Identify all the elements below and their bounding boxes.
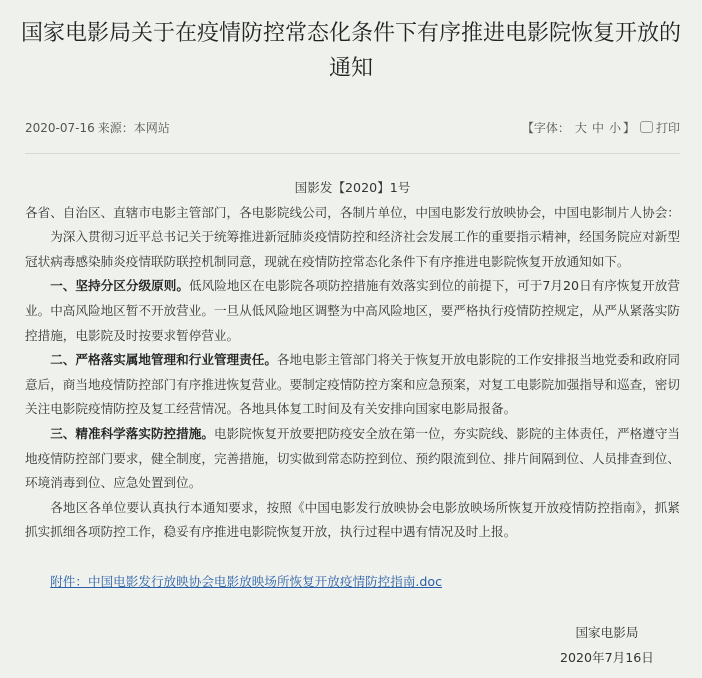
section-heading: 三、精准科学落实防控措施。 (50, 425, 214, 441)
source: 来源：本网站 (97, 121, 170, 135)
article-body (25, 176, 680, 594)
section-heading: 二、严格落实属地管理和行业管理责任。 (50, 352, 277, 368)
font-medium-link[interactable]: 中 (591, 121, 604, 135)
font-large-link[interactable]: 大 (574, 121, 587, 135)
font-small-link[interactable]: 小 (608, 121, 621, 135)
print-link[interactable]: 打印 (655, 121, 680, 135)
section-text: 电影院恢复开放要把防疫安全放在第一位，夯实院线、影院的主体责任，严格遵守当地疫情防控部门要求，健全制度，完善措施，切实做到常态防控到位、预约限流到位、排片间隔到位、人员排查到位、环境消毒到位、应急处置到位。 (25, 425, 681, 491)
intro-paragraph: 为深入贯彻习近平总书记关于统筹推进新冠肺炎疫情防控和经济社会发展工作的重要指示精神，经国务院应对新型冠状病毒感染肺炎疫情联防联控机制同意，现就在疫情防控常态化条件下有序推进电影院恢复开放通知如下。 (25, 229, 680, 269)
closing-paragraph: 各地区各单位要认真执行本通知要求，按照《中国电影发行放映协会电影放映场所恢复开放疫情防控指南》，抓紧抓实抓细各项防控工作，稳妥有序推进电影院恢复开放，执行过程中遇有情况及时上报。 (25, 499, 680, 540)
section-3 (25, 422, 680, 496)
attachment (25, 570, 680, 595)
signature-date: 2020年7月16日 (560, 649, 654, 665)
section-2 (25, 348, 680, 422)
section-text: 低风险地区在电影院各项防控措施有效落实到位的前提下，可于7月20日有序恢复开放营业。中高风险地区暂不开放营业。一旦从低风险地区调整为中高风险地区，要严格执行疫情防控规定，从严从紧落实防控措施，电影院及时按要求暂停营业。 (25, 278, 681, 343)
publish-date: 2020-07-16 (25, 121, 95, 135)
article-meta (25, 119, 680, 139)
font-size-label: 【字体： (521, 121, 570, 135)
meta-right (522, 119, 680, 136)
font-size-close: 】 (622, 121, 635, 135)
document-number: 国影发【2020】1号 (294, 180, 411, 195)
section-heading: 一、坚持分区分级原则。 (50, 278, 190, 294)
divider (25, 153, 680, 154)
section-text: 各地电影主管部门将关于恢复开放电影院的工作安排报当地党委和政府同意后，商当地疫情防控部门有序推进恢复营业。要制定疫情防控方案和应急预案，对复工电影院加强指导和巡查，密切关注电影院疫情防控及复工经营情况。各地具体复工时间及有关安排向国家电影局报备。 (25, 352, 681, 417)
attachment-link[interactable]: 附件：中国电影发行放映协会电影放映场所恢复开放疫情防控指南.doc (50, 573, 443, 589)
signature-org: 国家电影局 (575, 625, 639, 640)
printer-icon[interactable] (640, 121, 653, 133)
addressee: 各省、自治区、直辖市电影主管部门，各电影院线公司，各制片单位，中国电影发行放映协会，中国电影制片人协会： (25, 204, 680, 220)
meta-left (25, 119, 170, 136)
signature-block (560, 621, 654, 670)
article-title: 国家电影局关于在疫情防控常态化条件下有序推进电影院恢复开放的通知 (20, 21, 681, 81)
section-1 (25, 274, 680, 348)
